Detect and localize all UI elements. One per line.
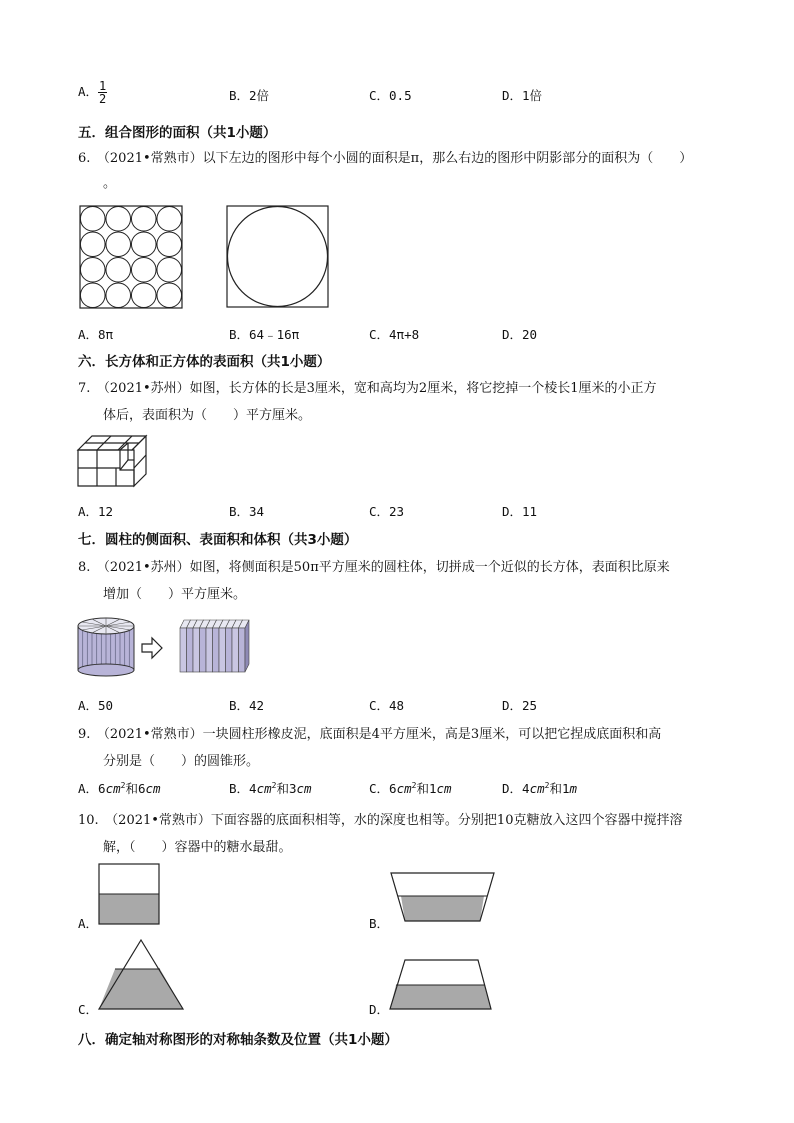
- q9-stem-line1: 9. （2021•常熟市）一块圆柱形橡皮泥，底面积是4平方厘米，高是3厘米，可以把它捏成底面积和高: [78, 727, 662, 742]
- q6-grid-circles-figure: [80, 206, 182, 308]
- small-circle: [80, 283, 105, 308]
- section-heading-6: 六．长方体和正方体的表面积（共1小题）: [78, 354, 331, 370]
- q10-container-a: [99, 864, 159, 924]
- q10-container-b: [391, 873, 494, 921]
- q6-option-a: A．8π: [78, 327, 114, 342]
- small-circle: [157, 257, 182, 282]
- small-circle: [131, 283, 156, 308]
- q5-option-b: B．2倍: [229, 88, 270, 103]
- q6-inscribed-circle-figure: [227, 206, 328, 307]
- q9-option-b: B．$4cm^2$和3cm: [229, 780, 312, 796]
- small-circle: [106, 283, 131, 308]
- small-circle: [131, 232, 156, 257]
- small-circle: [157, 283, 182, 308]
- q10-stem-line1: 10. （2021•常熟市）下面容器的底面积相等，水的深度也相等。分别把10克糖放入这四个容器中搅拌溶: [78, 813, 683, 828]
- q8-arrow-icon: [142, 638, 162, 658]
- section-heading-8: 八．确定轴对称图形的对称轴条数及位置（共1小题）: [78, 1032, 398, 1048]
- small-circle: [131, 257, 156, 282]
- q8-option-c: C．48: [369, 698, 405, 713]
- section-heading-5: 五．组合图形的面积（共1小题）: [78, 125, 277, 141]
- q8-option-a: A．50: [78, 698, 114, 713]
- q8-sliced-cuboid-figure: [180, 620, 249, 672]
- small-circle: [80, 206, 105, 231]
- small-circle: [131, 206, 156, 231]
- q5-option-a: A． $\frac{1}{2}$: [78, 79, 107, 106]
- small-circle: [80, 257, 105, 282]
- q8-option-d: D．25: [502, 698, 538, 713]
- q6-stem-line2: 。: [103, 176, 117, 191]
- q10-label-c: C．: [78, 1002, 99, 1017]
- q10-container-d: [390, 960, 491, 1009]
- q9-option-d: D．$4cm^2$和1m: [502, 780, 578, 796]
- small-circle: [106, 206, 131, 231]
- q7-option-a: A．12: [78, 504, 114, 519]
- small-circle: [157, 232, 182, 257]
- q8-stem-line2: 增加（ ）平方厘米。: [103, 587, 247, 602]
- q7-stem-line1: 7. （2021•苏州）如图，长方体的长是3厘米，宽和高均为2厘米，将它挖掉一个棱长1厘米的小正方: [78, 381, 657, 396]
- q9-option-a: A．$6cm^2$和6cm: [78, 780, 161, 796]
- q9-option-c: C．$6cm^2$和1cm: [369, 780, 452, 796]
- q8-cylinder-figure: [78, 618, 134, 676]
- q8-option-b: B．42: [229, 698, 265, 713]
- q6-stem-line1: 6. （2021•常熟市）以下左边的图形中每个小圆的面积是π，那么右边的图形中阴影部分的面积为（ ）: [78, 151, 693, 166]
- q5-option-c: C．0.5: [369, 88, 412, 103]
- fraction-one-half: $\frac{1}{2}$: [99, 79, 107, 106]
- q7-option-b: B．34: [229, 504, 265, 519]
- q7-option-c: C．23: [369, 504, 405, 519]
- small-circle: [80, 232, 105, 257]
- q6-option-b: B．64﹣16π: [229, 327, 300, 342]
- q7-cuboid-figure: [78, 436, 146, 486]
- q10-label-a: A．: [78, 916, 99, 931]
- q10-stem-line2: 解，（ ）容器中的糖水最甜。: [103, 840, 292, 855]
- small-circle: [106, 257, 131, 282]
- q7-option-d: D．11: [502, 504, 538, 519]
- q6-option-d: D．20: [502, 327, 538, 342]
- small-circle: [106, 232, 131, 257]
- section-heading-7: 七．圆柱的侧面积、表面积和体积（共3小题）: [78, 532, 358, 548]
- q6-option-c: C．4π+8: [369, 327, 420, 342]
- small-circle: [157, 206, 182, 231]
- q7-stem-line2: 体后，表面积为（ ）平方厘米。: [103, 408, 312, 423]
- q5-option-d: D．1倍: [502, 88, 543, 103]
- q10-label-d: D．: [369, 1002, 390, 1017]
- q10-label-b: B．: [369, 916, 390, 931]
- q8-stem-line1: 8. （2021•苏州）如图，将侧面积是50π平方厘米的圆柱体，切拼成一个近似的长方体，表面积比原来: [78, 560, 670, 575]
- q10-container-c: [99, 940, 183, 1009]
- q9-stem-line2: 分别是（ ）的圆锥形。: [103, 754, 260, 769]
